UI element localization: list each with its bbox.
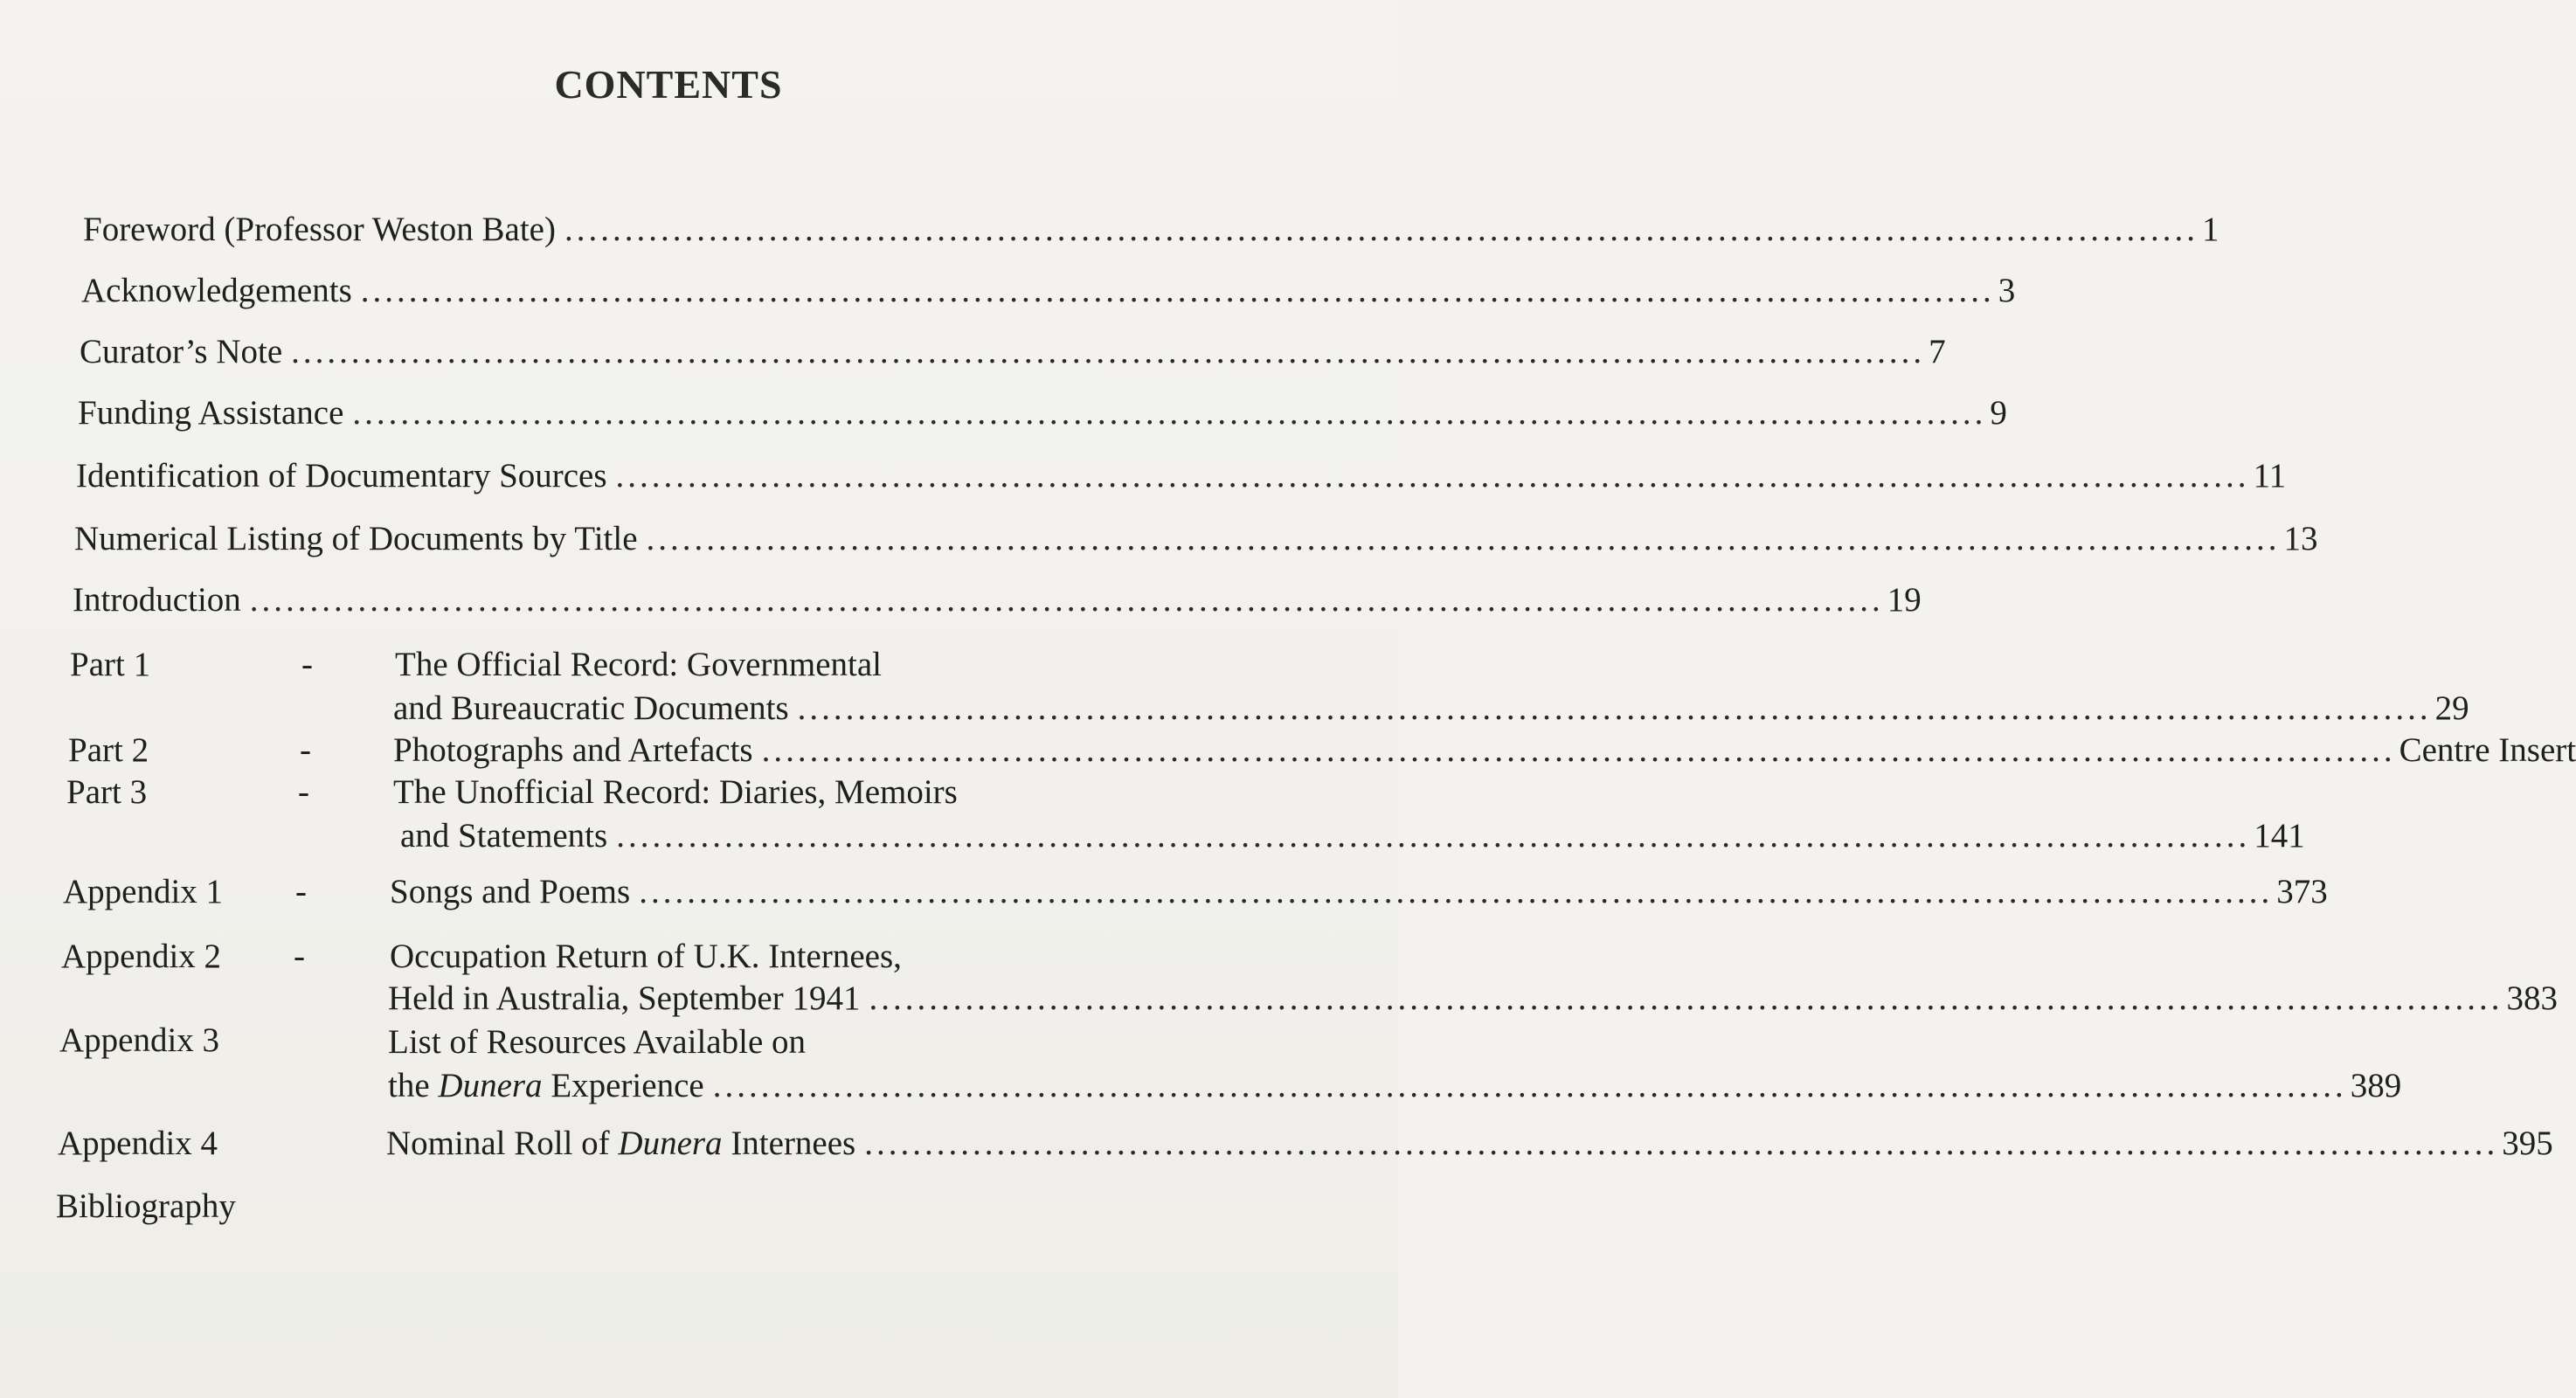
part-2-title: [393, 730, 2576, 771]
italic-ship-name: Dunera: [618, 1125, 723, 1162]
part-1-label: Part 1: [70, 646, 151, 683]
label-text: Nominal Roll of: [386, 1125, 619, 1162]
toc-page-number: 19: [1887, 581, 1922, 619]
part-1-dash: -: [301, 646, 313, 683]
toc-entry-label: Numerical Listing of Documents by Title: [74, 520, 638, 557]
part-3-dash: -: [298, 773, 309, 811]
label-text: Experience: [542, 1067, 704, 1104]
dot-leader: ........................................................................................................................................: [712, 1067, 2347, 1104]
dot-leader: ........................................................................................................................................: [615, 457, 2250, 495]
appendix-3-title-line1: List of Resources Available on: [388, 1023, 806, 1061]
toc-page-number: 141: [2254, 817, 2305, 855]
appendix-4-title: [386, 1124, 2553, 1164]
part-2-dash: -: [300, 731, 311, 769]
appendix-2-dash: -: [294, 938, 305, 975]
appendix-2-title-line1: Occupation Return of U.K. Internees,: [390, 938, 902, 975]
toc-page-number: 1: [2201, 211, 2219, 248]
dot-leader: ........................................................................................................................................: [639, 873, 2274, 910]
appendix-1-title: [390, 872, 2328, 912]
label-text: the: [388, 1067, 439, 1104]
dot-leader: ........................................................................................................................................: [564, 211, 2199, 248]
appendix-4-label: Appendix 4: [58, 1125, 218, 1162]
toc-entry-label: and Bureaucratic Documents: [393, 689, 789, 727]
toc-entry-label: and Statements: [400, 817, 608, 855]
toc-entry-label: Introduction: [73, 581, 241, 619]
label-text: Internees: [722, 1125, 856, 1162]
appendix-1-label: Appendix 1: [63, 873, 224, 910]
toc-entry-label: Curator’s Note: [80, 333, 283, 370]
dot-leader: ........................................................................................................................................: [646, 520, 2281, 557]
toc-entry-acknowledgements: [81, 271, 2016, 311]
appendix-2-label: Appendix 2: [61, 938, 222, 975]
toc-entry-label: [386, 1124, 855, 1164]
toc-entry-funding-assistance: [78, 393, 2007, 433]
toc-page-number: 13: [2283, 520, 2318, 557]
toc-page-number: 389: [2350, 1067, 2402, 1104]
appendix-3-label: Appendix 3: [59, 1021, 220, 1059]
part-3-label: Part 3: [66, 773, 148, 811]
toc-page-number: 373: [2276, 873, 2328, 910]
part-1-title-line2: [393, 689, 2469, 729]
toc-entry-label: Photographs and Artefacts: [393, 731, 753, 769]
toc-entry-label: Foreword (Professor Weston Bate): [83, 211, 556, 248]
toc-entry-identification: [76, 456, 2287, 496]
italic-ship-name: Dunera: [438, 1067, 543, 1104]
toc-page-number: 9: [1990, 394, 2007, 432]
toc-entry-label: Acknowledgements: [81, 272, 352, 309]
part-1-title-line1: The Official Record: Governmental: [395, 646, 882, 683]
toc-page-number: Centre Insert: [2399, 731, 2576, 769]
toc-entry-introduction: [73, 580, 1922, 620]
toc-entry-label: Held in Australia, September 1941: [388, 979, 861, 1017]
part-3-title-line1: The Unofficial Record: Diaries, Memoirs: [393, 773, 958, 811]
toc-entry-label: Songs and Poems: [390, 873, 631, 910]
toc-entry-numerical-listing: [74, 519, 2318, 559]
toc-page-number: 3: [1998, 272, 2016, 309]
dot-leader: ........................................................................................................................................: [761, 731, 2396, 769]
appendix-1-dash: -: [295, 873, 307, 910]
dot-leader: ........................................................................................................................................: [352, 394, 1987, 432]
toc-entry-curators-note: [80, 332, 1946, 372]
part-3-title-line2: [400, 816, 2305, 856]
toc-page-number: 11: [2253, 457, 2287, 495]
toc-page-number: 7: [1929, 333, 1946, 370]
toc-entry-label: Funding Assistance: [78, 394, 344, 432]
contents-heading: CONTENTS: [554, 62, 783, 107]
toc-entry-bibliography: Bibliography: [56, 1187, 236, 1225]
dot-leader: ........................................................................................................................................: [249, 581, 1884, 619]
dot-leader: ........................................................................................................................................: [864, 1125, 2499, 1162]
toc-page-number: 383: [2506, 979, 2558, 1017]
toc-page-number: 29: [2434, 689, 2469, 727]
toc-entry-label: Identification of Documentary Sources: [76, 457, 607, 495]
dot-leader: ........................................................................................................................................: [360, 272, 1995, 309]
part-2-label: Part 2: [68, 731, 149, 769]
toc-entry-foreword: [83, 210, 2219, 250]
dot-leader: ........................................................................................................................................: [616, 817, 2251, 855]
toc-entry-label: [388, 1066, 704, 1106]
dot-leader: ........................................................................................................................................: [797, 689, 2432, 727]
dot-leader: ........................................................................................................................................: [869, 979, 2503, 1017]
toc-page-number: 395: [2502, 1125, 2553, 1162]
dot-leader: ........................................................................................................................................: [291, 333, 1926, 370]
appendix-3-title-line2: [388, 1066, 2402, 1106]
appendix-2-title-line2: [388, 979, 2558, 1019]
